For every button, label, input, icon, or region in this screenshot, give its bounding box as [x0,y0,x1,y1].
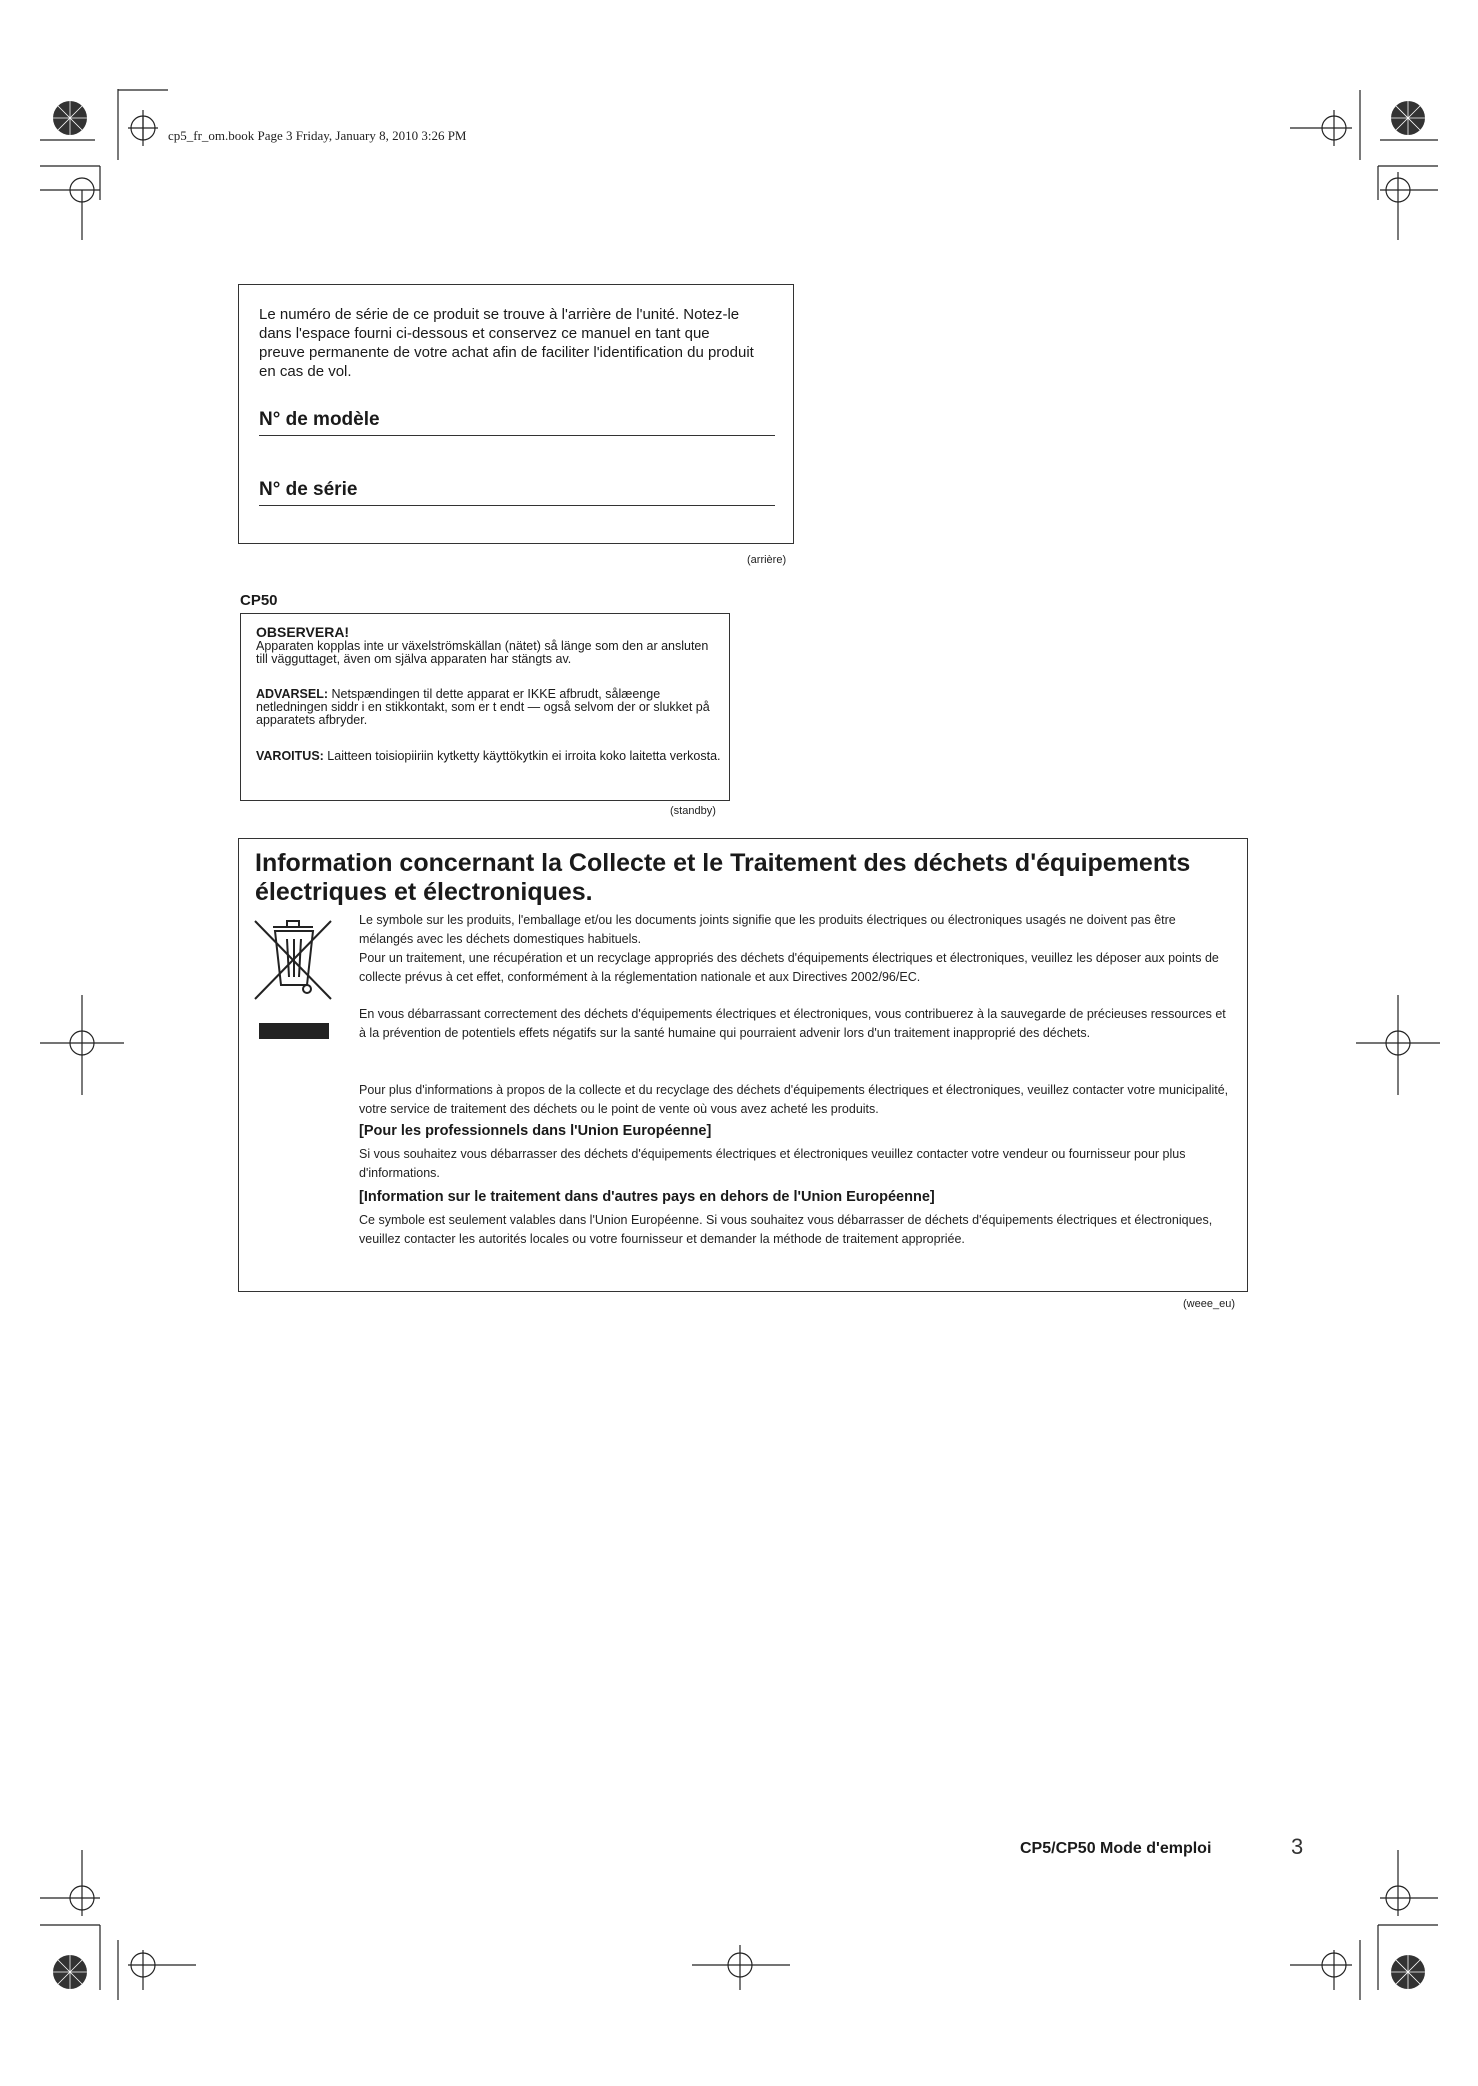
weee-information-box [238,838,1248,1292]
weee-para-3: En vous débarrassant correctement des déchets d'équipements électriques et électroniques, vous contribuerez à la sauvegarde de précieuses ressources et à la prévention de potentiels effets négatifs sur la santé humaine qui pourraient advenir lors d'un traitement inapproprié des déchets. [359,1007,1226,1040]
serial-number-field: N° de série [259,479,775,506]
observera-block [256,624,721,666]
serial-number-box [238,284,794,544]
standby-note: (standby) [670,805,716,817]
weee-note: (weee_eu) [1183,1298,1235,1310]
weee-sub1-text: Si vous souhaitez vous débarrasser des déchets d'équipements électriques et électroniques veuillez contacter votre vendeur ou fournisseur pour plus d'informations. [359,1147,1186,1180]
varoitus-title: VAROITUS: [256,749,324,763]
weee-sub2-text: Ce symbole est seulement valables dans l'Union Européenne. Si vous souhaitez vous débarrasser de déchets d'équipements électriques et électroniques, veuillez contacter les autorités locales ou votre fournisseur et demander la méthode de traitement appropriée. [359,1213,1213,1246]
serial-instructions: Le numéro de série de ce produit se trouve à l'arrière de l'unité. Notez-le dans l'espace fourni ci-dessous et conservez ce manuel en tant que preuve permanente de votre achat afin de faciliter l'identification du produit en cas de vol. [259,306,754,380]
advarsel-block [256,688,721,727]
weee-para-1: Le symbole sur les produits, l'emballage et/ou les documents joints signifie que les produits électriques ou électroniques usagés ne doivent pas être mélangés avec les déchets domestiques habituels. [359,913,1176,946]
advarsel-text: Netspændingen til dette apparat er IKKE afbrudt, sålæenge netledningen siddr i en stikkontakt, som er t endt — også selvom der or slukket på apparatets afbryder. [256,687,710,727]
arriere-note: (arrière) [747,554,787,566]
page-number: 3 [1291,1834,1304,1859]
observera-text: Apparaten kopplas inte ur växelströmskällan (nätet) så länge som den ar ansluten till vägguttaget, även om själva apparaten har stängts av. [256,639,709,666]
advarsel-title: ADVARSEL: [256,687,328,701]
weee-sub1-title: [Pour les professionnels dans l'Union Européenne] [359,1123,712,1139]
cp50-label: CP50 [240,592,278,609]
weee-para-2: Pour un traitement, une récupération et un recyclage appropriés des déchets d'équipements électriques et électroniques, veuillez les déposer aux points de collecte prévus à cet effet, conformément à la réglementation nationale et aux Directives 2002/96/EC. [359,951,1219,984]
footer-title: CP5/CP50 Mode d'emploi [1020,1840,1212,1857]
weee-title: Information concernant la Collecte et le Traitement des déchets d'équipements électriques et électroniques. [255,849,1191,906]
crossed-out-wheelie-bin-icon [253,917,333,1047]
weee-para-4: Pour plus d'informations à propos de la collecte et du recyclage des déchets d'équipements électriques et électroniques, veuillez contacter votre municipalité, votre service de traitement des déchets ou le point de vente où vous avez acheté les produits. [359,1083,1229,1116]
varoitus-text: Laitteen toisiopiiriin kytketty käyttökytkin ei irroita koko laitetta verkosta. [323,749,721,763]
book-header-line: cp5_fr_om.book Page 3 Friday, January 8, 2010 3:26 PM [168,128,467,143]
model-number-field: N° de modèle [259,409,775,436]
standby-warning-box [240,613,730,801]
observera-title: OBSERVERA! [256,624,350,640]
varoitus-block [256,750,721,763]
weee-sub2-title: [Information sur le traitement dans d'autres pays en dehors de l'Union Européenne] [359,1189,935,1205]
